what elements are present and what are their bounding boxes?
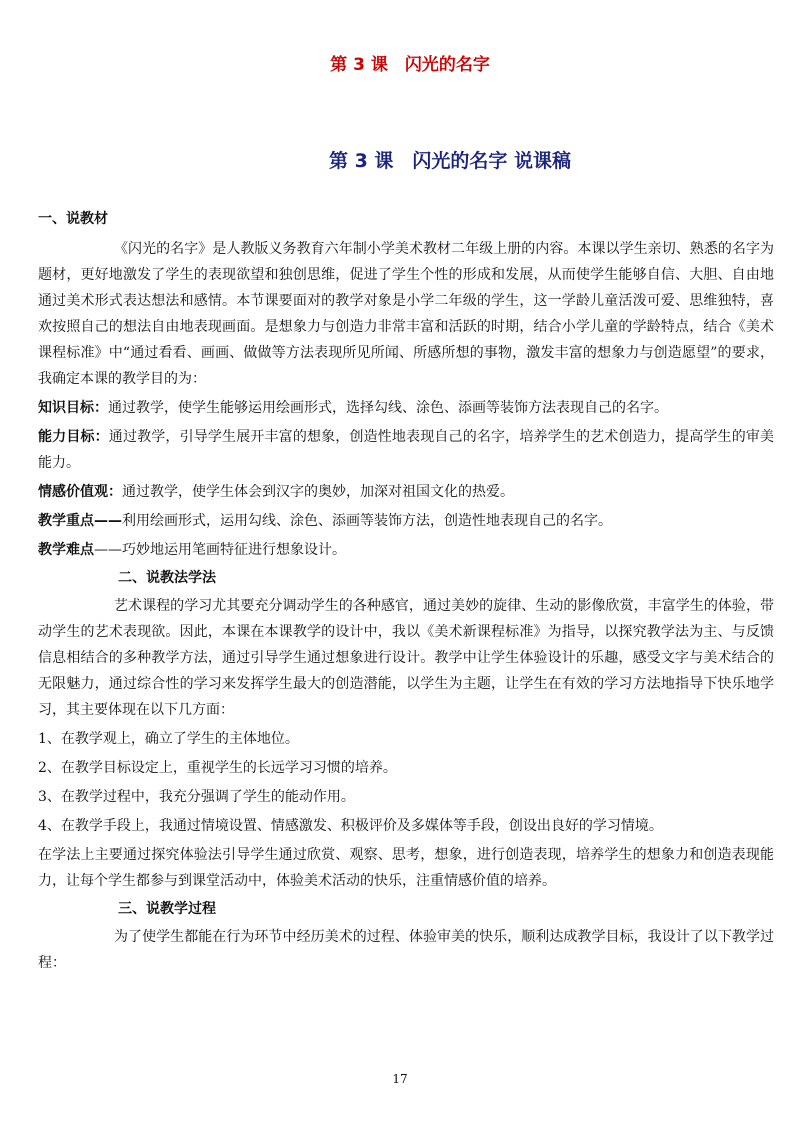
goal-label: 能力目标： [38,429,109,445]
goal-emotion [38,479,774,505]
goal-label: 知识目标： [38,400,108,416]
goal-knowledge [38,395,774,421]
teaching-difficulty [38,537,774,563]
learning-method-paragraph: 在学法上主要通过探究体验法引导学生通过欣赏、观察、思考，想象，进行创造表现，培养学生的想象力和创造表现能力，让每个学生都参与到课堂活动中，体验美术活动的快乐，注重情感价值的培养。 [38,847,774,889]
teaching-key-point [38,508,774,534]
list-item: 4、在教学手段上，我通过情境设置、情感激发、积极评价及多媒体等手段，创设出良好的学习情境。 [38,818,663,834]
list-item: 3、在教学过程中，我充分强调了学生的能动作用。 [38,789,355,805]
goal-text: 通过教学，使学生体会到汉字的奥妙，加深对祖国文化的热爱。 [122,484,514,500]
methods-paragraph: 艺术课程的学习尤其要充分调动学生的各种感官，通过美妙的旋律、生动的影像欣赏，丰富学生的体验，带动学生的艺术表现欲。因此，本课在本课教学的设计中，我以《美术新课程标准》为指导，以探究教学法为主、与反馈信息相结合的多种教学方法，通过引导学生通过想象进行设计。教学中让学生体验设计的乐趣，感受文字与美术结合的无限魅力，通过综合性的学习来发挥学生最大的创造潜能，以学生为主题，让学生在有效的学习方法地指导下快乐地学习，其主要体现在以下几方面： [38,598,774,718]
goal-label: 教学难点 [38,542,94,558]
page-number: 17 [392,1072,408,1086]
goal-label: 情感价值观： [38,484,122,500]
goal-text: 通过教学，引导学生展开丰富的想象，创造性地表现自己的名字，培养学生的艺术创造力，提高学生的审美能力。 [38,429,775,471]
goal-text: ——巧妙地运用笔画特征进行想象设计。 [94,542,346,558]
page-header-title: 第 3 课 闪光的名字 [330,55,490,75]
document-body [38,206,774,976]
list-item: 1、在教学观上，确立了学生的主体地位。 [38,731,299,747]
lesson-title: 第 3 课 闪光的名字 说课稿 [328,150,572,172]
section-heading-methods: 二、说教法学法 [118,570,216,586]
process-paragraph: 为了使学生都能在行为环节中经历美术的过程、体验审美的快乐，顺利达成教学目标，我设计了以下教学过程： [38,929,774,971]
goal-text: 通过教学，使学生能够运用绘画形式，选择勾线、涂色、添画等装饰方法表现自己的名字。 [108,400,668,416]
goal-ability [38,424,774,476]
textbook-paragraph: 《闪光的名字》是人教版义务教育六年制小学美术教材二年级上册的内容。本课以学生亲切、熟悉的名字为题材，更好地激发了学生的表现欲望和独创思维，促进了学生个性的形成和发展，从而使学生能够自信、大胆、自由地通过美术形式表达想法和感情。本节课要面对的教学对象是小学二年级的学生，这一学龄儿童活泼可爱、思维独特，喜欢按照自己的想法自由地表现画面。是想象力与创造力非常丰富和活跃的时期，结合小学儿童的学龄特点，结合《美术课程标准》中“通过看看、画画、做做等方法表现所见所闻、所感所想的事物，激发丰富的想象力与创造愿望”的要求，我确定本课的教学目的为： [38,241,774,387]
goal-text: 利用绘画形式，运用勾线、涂色、添画等装饰方法，创造性地表现自己的名字。 [122,513,612,529]
list-item: 2、在教学目标设定上，重视学生的长远学习习惯的培养。 [38,760,397,776]
goal-label: 教学重点—— [38,513,122,529]
section-heading-textbook: 一、说教材 [38,211,108,227]
section-heading-process: 三、说教学过程 [118,901,216,917]
